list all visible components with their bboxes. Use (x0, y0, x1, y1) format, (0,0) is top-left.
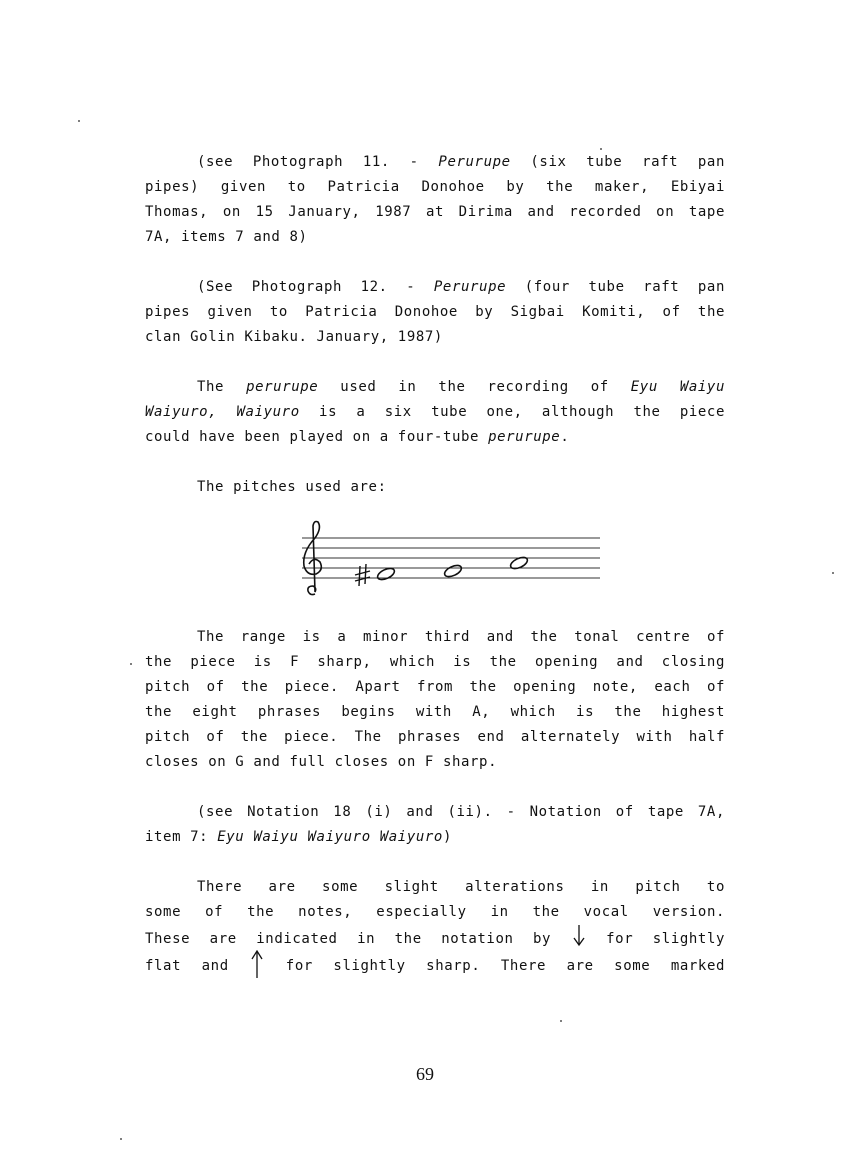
paragraph-pitches-intro (145, 475, 725, 500)
text-line: pitch of the piece. The phrases end alternately with half (145, 729, 725, 745)
text-line: The perurupe used in the recording of Eyu Waiyu (197, 379, 725, 395)
up-arrow-icon (249, 950, 265, 974)
scan-speck (78, 120, 80, 122)
scan-speck (130, 663, 132, 665)
text-line: There are some slight alterations in pitch to (197, 879, 725, 895)
text-line: 7A, items 7 and 8) (145, 229, 308, 245)
text-line: could have been played on a four-tube perurupe. (145, 429, 570, 445)
text-line: pipes given to Patricia Donohoe by Sigbai Komiti, of the (145, 304, 725, 320)
paragraph-range-tonal-centre (145, 625, 725, 775)
text-line: (see Notation 18 (i) and (ii). - Notation of tape 7A, (197, 804, 725, 820)
text-line: The pitches used are: (197, 479, 387, 495)
sharp-icon (355, 564, 370, 586)
text-line: flat and for slightly sharp. There are some marked (145, 950, 725, 975)
text-line: (see Photograph 11. - Perurupe (six tube raft pan (197, 154, 725, 170)
scan-speck (560, 1020, 562, 1022)
text-line: Waiyuro, Waiyuro is a six tube one, although the piece (145, 404, 725, 420)
down-arrow-icon (571, 925, 587, 945)
text-line: pitch of the piece. Apart from the opening note, each of (145, 679, 725, 695)
staff-svg (298, 518, 604, 598)
paragraph-photograph-11 (145, 150, 725, 250)
paragraph-recording-instrument (145, 375, 725, 450)
text-line: item 7: Eyu Waiyu Waiyuro Waiyuro) (145, 829, 452, 845)
text-line: the eight phrases begins with A, which is the highest (145, 704, 725, 720)
note-g (443, 563, 463, 579)
text-line: These are indicated in the notation by for slightly (145, 925, 725, 950)
scan-speck (832, 572, 834, 574)
text-line: closes on G and full closes on F sharp. (145, 754, 498, 770)
paragraph-pitch-alterations (145, 875, 725, 975)
text-line: the piece is F sharp, which is the opening and closing (145, 654, 725, 670)
text-line: Thomas, on 15 January, 1987 at Dirima and recorded on tape (145, 204, 725, 220)
paragraph-notation-reference (145, 800, 725, 850)
scan-speck (120, 1138, 122, 1140)
page-number: 69 (416, 1064, 434, 1084)
paragraph-photograph-12 (145, 275, 725, 350)
pitch-staff-notation (298, 518, 604, 598)
text-line: pipes) given to Patricia Donohoe by the maker, Ebiyai (145, 179, 725, 195)
text-line: some of the notes, especially in the vocal version. (145, 904, 725, 920)
scan-speck (600, 148, 602, 150)
text-line: The range is a minor third and the tonal centre of (197, 629, 725, 645)
text-line: (See Photograph 12. - Perurupe (four tube raft pan (197, 279, 725, 295)
note-a (509, 555, 529, 571)
text-line: clan Golin Kibaku. January, 1987) (145, 329, 443, 345)
